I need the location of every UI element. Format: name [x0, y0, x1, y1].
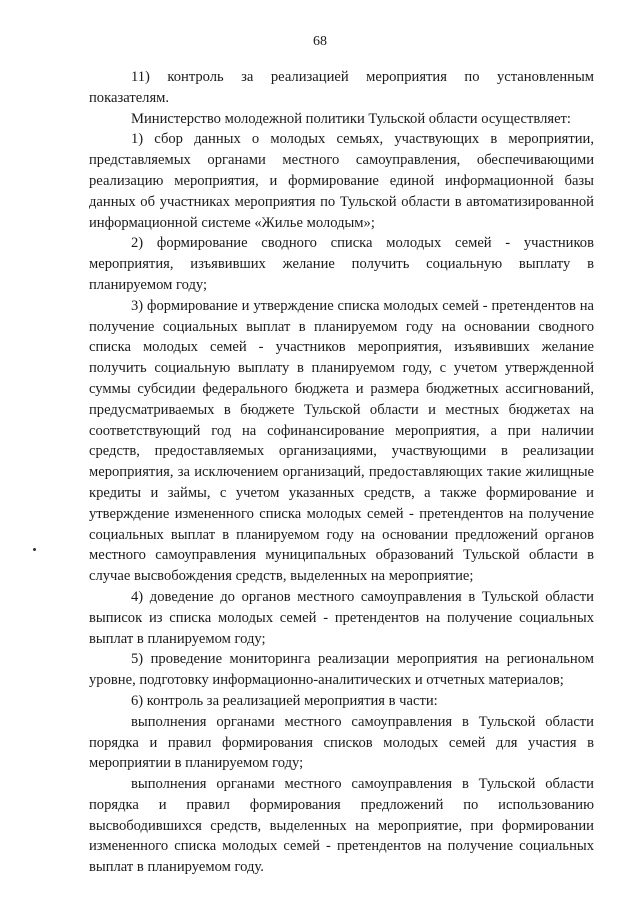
paragraph-item-4: 4) доведение до органов местного самоуправления в Тульской области выписок из списка молодых семей - претендентов на получение социальных выплат в планируемом году; — [89, 588, 594, 647]
paragraph-subitem-funds: выполнения органами местного самоуправления в Тульской области порядка и правил формирования предложений по использованию высвободившихся средств, выделенных на мероприятие, при формировании измененного списка молодых семей - претендентов на получение социальных выплат в планируемом году. — [89, 776, 594, 876]
page-number: 68 — [313, 34, 327, 49]
paragraph-item-2: 2) формирование сводного списка молодых семей - участников мероприятия, изъявивших желание получить социальную выплату в планируемом году; — [89, 235, 594, 293]
paragraph-subitem-lists: выполнения органами местного самоуправления в Тульской области порядка и правил формирования списков молодых семей для участия в мероприятии в планируемом году; — [89, 713, 594, 772]
paragraph-item-5: 5) проведение мониторинга реализации мероприятия на региональном уровне, подготовку информационно-аналитических и отчетных материалов; — [89, 651, 594, 689]
scan-speck — [33, 548, 36, 551]
paragraph-item-1: 1) сбор данных о молодых семьях, участвующих в мероприятии, представляемых органами местного самоуправления, обеспечивающими реализацию мероприятия, и формирование единой информационной базы данных об участниках мероприятия по Тульской области в автоматизированной информационной системе «Жилье молодым»; — [89, 131, 594, 231]
paragraph-item-11: 11) контроль за реализацией мероприятия по установленным показателям. — [89, 69, 594, 106]
paragraph-ministry-intro: Министерство молодежной политики Тульской области осуществляет: — [131, 110, 571, 127]
paragraph-item-6: 6) контроль за реализацией мероприятия в части: — [131, 692, 438, 709]
paragraph-item-3: 3) формирование и утверждение списка молодых семей - претендентов на получение социальных выплат в планируемом году на основании сводного списка молодых семей - участников мероприятия, изъявивших желание получить социальную выплату в планируемом году, с учетом утвержденной суммы субсидии федерального бюджета и размера бюджетных ассигнований, предусматриваемых в бюджете Тульской области и местных бюджетах на соответствующий год на софинансирование мероприятия, а при наличии средств, предоставляемых организациями, участвующими в реализации мероприятия, за исключением организаций, предоставляющих такие жилищные кредиты и займы, с учетом указанных средств, а также формирование и утверждение измененного списка молодых семей - претендентов на получение социальных выплат в планируемом году на основании предложений органов местного самоуправления муниципальных образований Тульской области в случае высвобождения средств, выделенных на мероприятие; — [89, 297, 594, 585]
document-body — [89, 67, 594, 878]
